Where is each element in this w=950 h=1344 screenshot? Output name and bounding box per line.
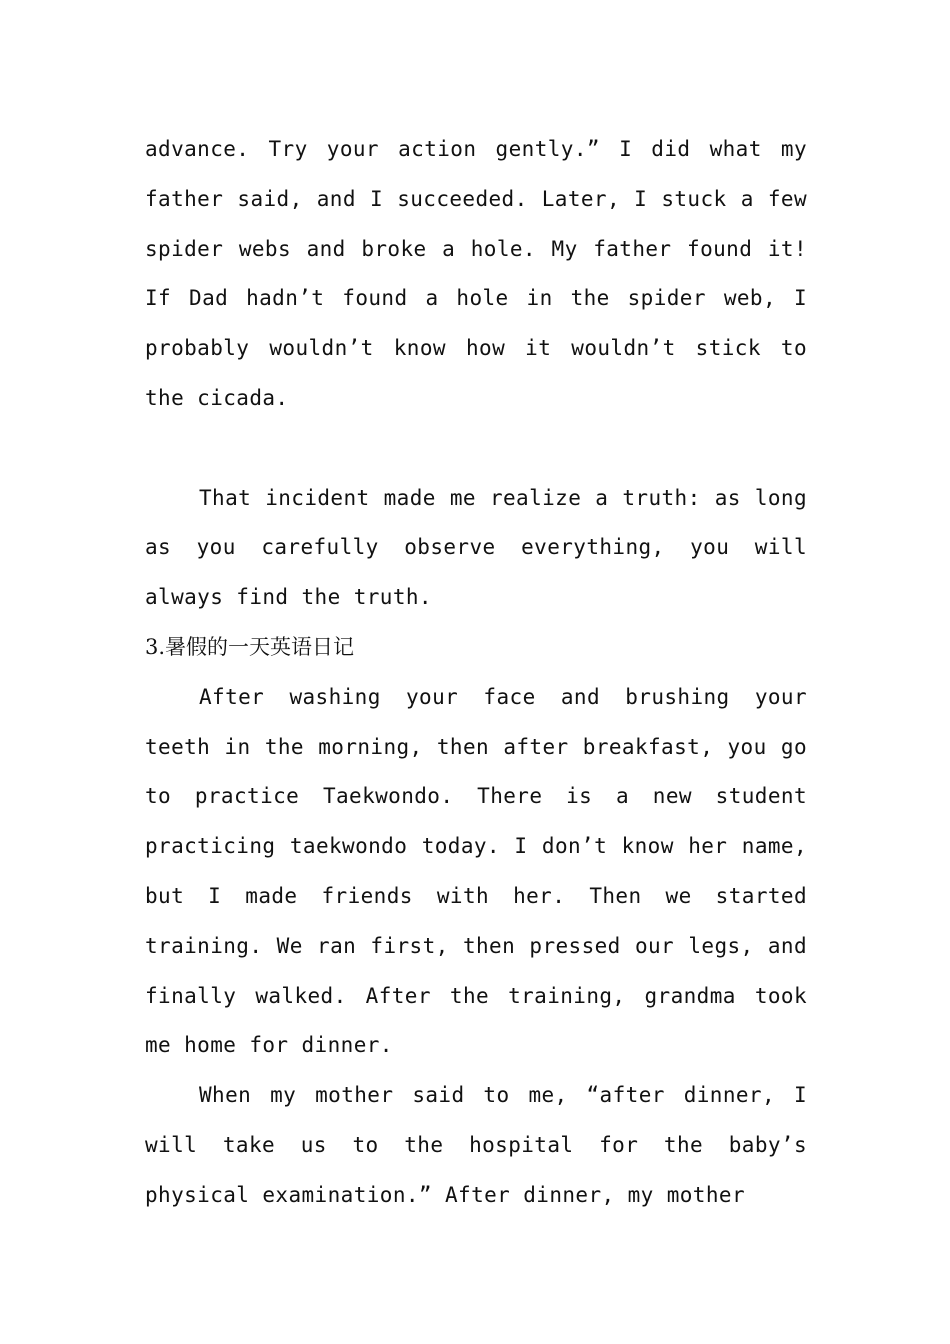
paragraph-cicada-continuation: advance. Try your action gently.” I did what my father said, and I succeeded. Later, I stuck a few spider webs and broke a hole. My father found it! If Dad hadn’t found a hole in the spider web, I probably wouldn’t know how it wouldn’t stick to the cicada. — [145, 137, 807, 410]
document-body — [145, 125, 807, 1221]
paragraph-truth-lesson: That incident made me realize a truth: as long as you carefully observe everything, you will always find the truth. — [145, 485, 807, 610]
section-heading: 3.暑假的一天英语日记 — [145, 634, 355, 659]
paragraph-taekwondo-morning: After washing your face and brushing your teeth in the morning, then after breakfast, you go to practice Taekwondo. There is a new student practicing taekwondo today. I don’t know her name, but I made friends with her. Then we started training. We ran first, then pressed our legs, and finally walked. After the training, grandma took me home for dinner. — [145, 684, 807, 1058]
paragraph-spacer — [145, 424, 807, 474]
paragraph-hospital-visit: When my mother said to me, “after dinner, I will take us to the hospital for the baby’s physical examination.” After dinner, my mother — [145, 1083, 807, 1207]
